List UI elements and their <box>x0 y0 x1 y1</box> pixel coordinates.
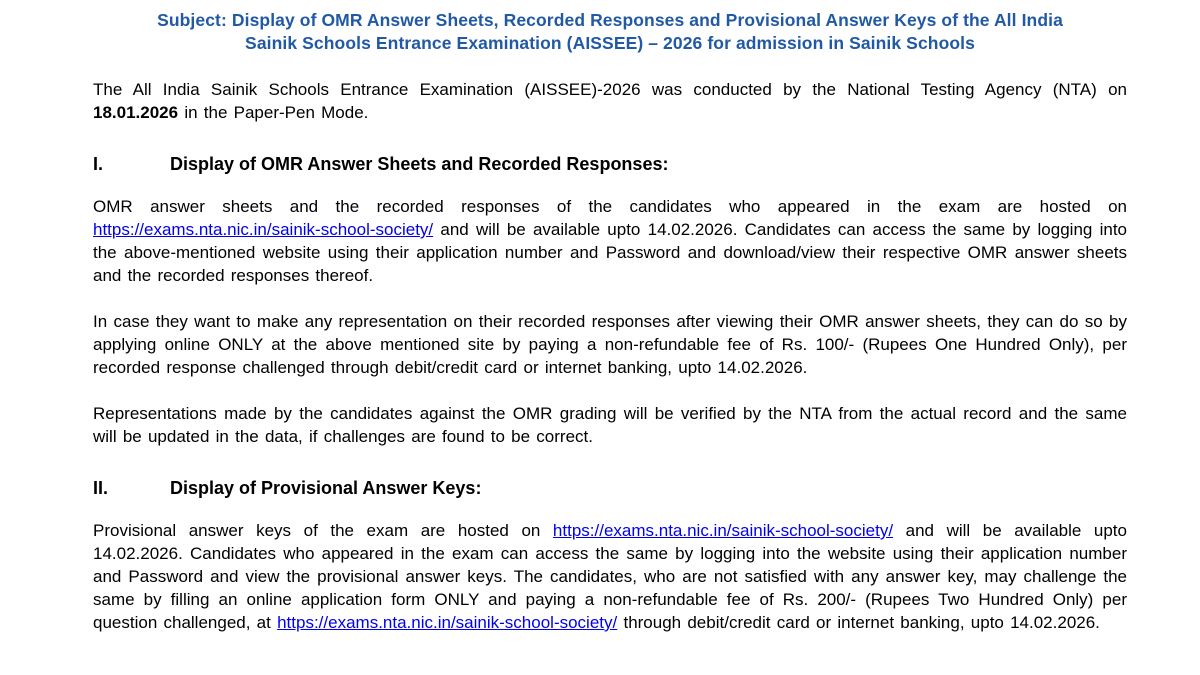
text-segment: In case they want to make any representation on their recorded responses after viewing their OMR answer sheets, they can do so by applying online ONLY at the above mentioned site by paying a non-refundable fee of Rs. 100/- (Rupees One Hundred Only), per recorded response challenged through debit/credit card or internet banking, upto 14.02.2026. <box>93 312 1127 377</box>
subject-line-1: Subject: Display of OMR Answer Sheets, Recorded Responses and Provisional Answer Keys of the All India <box>157 10 1063 30</box>
text-segment: and will be available upto 14.02.2026. Candidates can access the same by logging into the above-mentioned website using their application number and Password and download/view their respective OMR answer sheets and the recorded responses thereof. <box>93 220 1127 285</box>
intro-paragraph <box>93 78 1127 124</box>
section-2-numeral: II. <box>93 478 109 498</box>
subject-line-2: Sainik Schools Entrance Examination (AISSEE) – 2026 for admission in Sainik Schools <box>245 33 975 53</box>
text-segment: through debit/credit card or internet banking, upto 14.02.2026. <box>617 613 1100 632</box>
section-2-heading <box>93 477 1127 499</box>
text-segment: Representations made by the candidates against the OMR grading will be verified by the NTA from the actual record and the same will be updated in the data, if challenges are found to be correct. <box>93 404 1127 446</box>
text-segment: OMR answer sheets and the recorded responses of the candidates who appeared in the exam are hosted on <box>93 197 1127 216</box>
section-1-title: Display of OMR Answer Sheets and Recorded Responses: <box>170 154 669 174</box>
hyperlink[interactable]: https://exams.nta.nic.in/sainik-school-society/ <box>552 521 894 540</box>
text-segment: and will be available upto 14.02.2026. Candidates who appeared in the exam can access the same by logging into the website using their application number and Password and view the provisional answer keys. The candidates, who are not satisfied with any answer key, may challenge the same by filling an online application form ONLY and paying a non-refundable fee of Rs. 200/- (Rupees Two Hundred Only) per question challenged, at <box>93 521 1127 632</box>
section-2-paragraph-1 <box>93 519 1127 634</box>
text-segment: The All India Sainik Schools Entrance Examination (AISSEE)-2026 was conducted by the National Testing Agency (NTA) on <box>93 80 1127 99</box>
section-2-title: Display of Provisional Answer Keys: <box>170 478 482 498</box>
section-1-heading <box>93 153 1127 175</box>
hyperlink[interactable]: https://exams.nta.nic.in/sainik-school-society/ <box>277 613 618 632</box>
section-1-numeral: I. <box>93 154 104 174</box>
text-segment: in the Paper-Pen Mode. <box>178 103 369 122</box>
section-1-paragraph-3 <box>93 402 1127 448</box>
section-1-paragraph-1 <box>93 195 1127 287</box>
bold-text-segment: 18.01.2026 <box>93 103 179 122</box>
section-1-paragraph-2 <box>93 310 1127 379</box>
subject-heading <box>93 9 1127 55</box>
hyperlink[interactable]: https://exams.nta.nic.in/sainik-school-society/ <box>93 220 434 239</box>
text-segment: Provisional answer keys of the exam are hosted on <box>93 521 553 540</box>
